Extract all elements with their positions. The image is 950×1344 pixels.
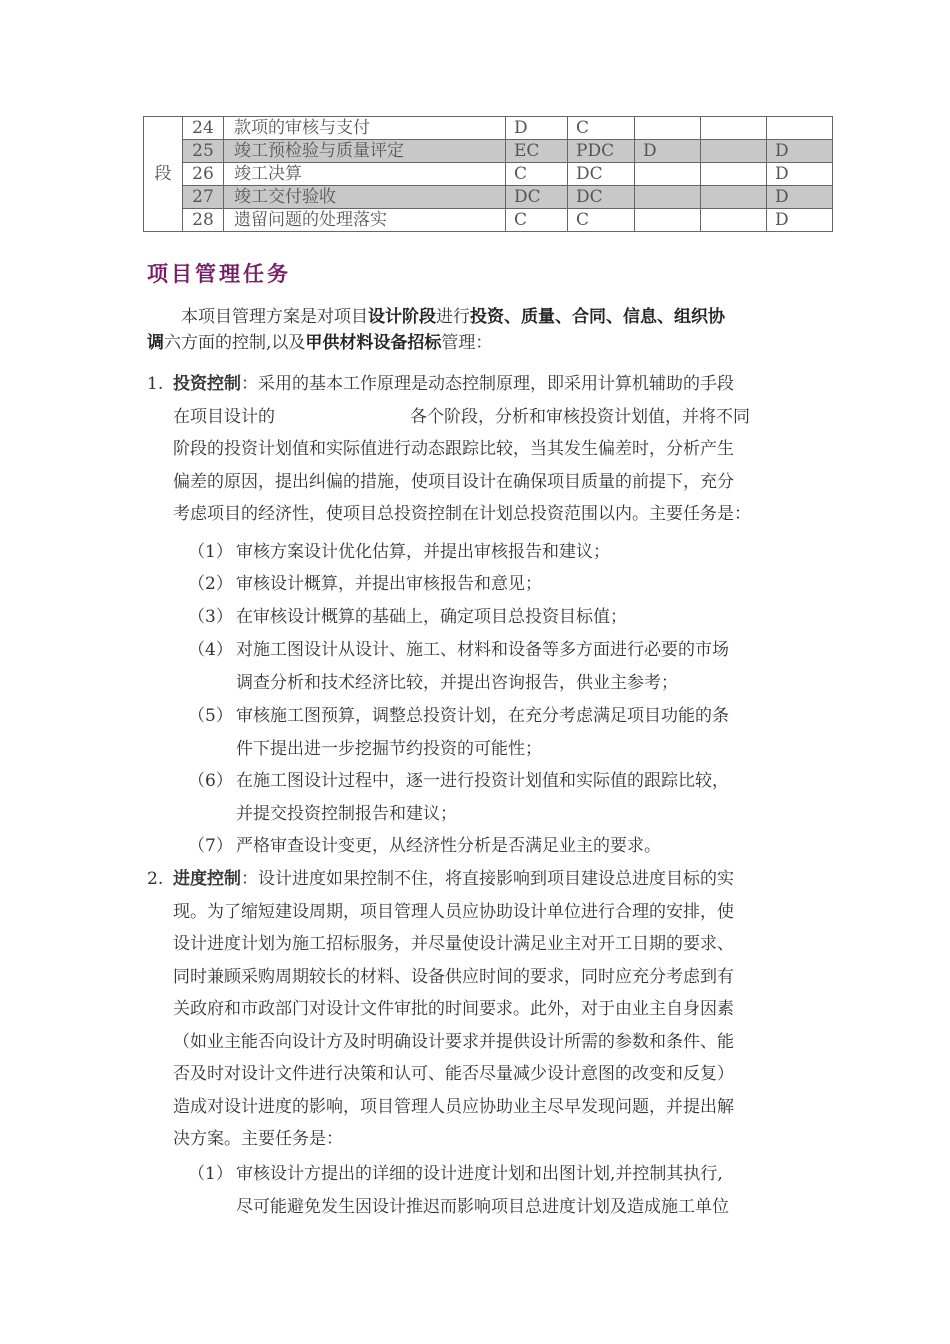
row-cell bbox=[635, 209, 701, 232]
row-number: 26 bbox=[183, 163, 224, 186]
intro-text: 本项目管理方案是对项目 bbox=[181, 307, 368, 327]
row-cell: C bbox=[506, 209, 568, 232]
intro-bold: 设计阶段 bbox=[368, 307, 436, 327]
section-line bbox=[173, 401, 817, 434]
intro-bold: 投资、质量、合同、信息、组织协 bbox=[470, 307, 725, 327]
row-cell: DC bbox=[568, 163, 635, 186]
item-index: （6） bbox=[188, 771, 233, 791]
section-title: 投资控制 bbox=[173, 374, 241, 394]
intro-text: 管理： bbox=[441, 333, 493, 353]
intro-bold: 甲供材料设备招标 bbox=[305, 333, 442, 353]
row-cell: EC bbox=[506, 140, 568, 163]
row-number: 24 bbox=[183, 117, 224, 140]
section-text: ：采用的基本工作原理是动态控制原理，即采用计算机辅助的手段 bbox=[241, 374, 734, 394]
item-text: 尽可能避免发生因设计推迟而影响项目总进度计划及造成施工单位 bbox=[236, 1196, 729, 1217]
list-item bbox=[188, 1158, 813, 1223]
item-index: （5） bbox=[188, 706, 233, 726]
list-item bbox=[188, 601, 813, 634]
row-number: 27 bbox=[183, 186, 224, 209]
section-line: 现。为了缩短建设周期，项目管理人员应协助设计单位进行合理的安排，使 bbox=[173, 901, 734, 922]
row-cell: C bbox=[568, 117, 635, 140]
item-text: 审核方案设计优化估算，并提出审核报告和建议； bbox=[236, 542, 610, 562]
section-line: 造成对设计进度的影响，项目管理人员应协助业主尽早发现问题，并提出解 bbox=[173, 1096, 734, 1117]
intro-line bbox=[147, 304, 812, 330]
section-number: 2. bbox=[147, 869, 164, 889]
row-cell bbox=[635, 186, 701, 209]
row-cell bbox=[701, 209, 767, 232]
row-cell: PDC bbox=[568, 140, 635, 163]
item-text: 审核设计概算，并提出审核报告和意见； bbox=[236, 574, 542, 594]
row-task: 遗留问题的处理落实 bbox=[224, 209, 506, 232]
row-cell: DC bbox=[568, 186, 635, 209]
intro-text: 进行 bbox=[436, 307, 470, 327]
section-line bbox=[173, 368, 817, 401]
section-line: 同时兼顾采购周期较长的材料、设备供应时间的要求，同时应充分考虑到有 bbox=[173, 966, 734, 987]
section-number: 1. bbox=[147, 374, 164, 394]
list-item bbox=[188, 634, 813, 699]
table-row bbox=[144, 140, 833, 163]
table-row bbox=[144, 209, 833, 232]
section-line: 决方案。主要任务是： bbox=[173, 1129, 343, 1149]
row-cell bbox=[701, 163, 767, 186]
item-text: 对施工图设计从设计、施工、材料和设备等多方面进行必要的市场 bbox=[236, 640, 729, 660]
row-cell bbox=[701, 186, 767, 209]
row-cell: C bbox=[568, 209, 635, 232]
row-cell: D bbox=[767, 140, 833, 163]
row-task: 竣工预检验与质量评定 bbox=[224, 140, 506, 163]
list-item bbox=[188, 536, 813, 569]
row-cell: D bbox=[767, 163, 833, 186]
row-cell bbox=[701, 140, 767, 163]
responsibility-table bbox=[143, 116, 833, 232]
row-number: 25 bbox=[183, 140, 224, 163]
item-text: 审核设计方提出的详细的设计进度计划和出图计划,并控制其执行, bbox=[236, 1164, 723, 1184]
section-schedule-control bbox=[147, 863, 817, 1156]
item-text: 审核施工图预算，调整总投资计划，在充分考虑满足项目功能的条 bbox=[236, 706, 729, 726]
list-item bbox=[188, 700, 813, 765]
item-text: 调查分析和技术经济比较，并提出咨询报告，供业主参考； bbox=[236, 672, 678, 693]
row-task: 款项的审核与支付 bbox=[224, 117, 506, 140]
section-heading: 项目管理任务 bbox=[147, 262, 291, 286]
item-text: 严格审查设计变更，从经济性分析是否满足业主的要求。 bbox=[236, 836, 661, 856]
phase-cell: 段 bbox=[144, 117, 183, 232]
item-text: 在施工图设计过程中，逐一进行投资计划值和实际值的跟踪比较， bbox=[236, 771, 729, 791]
row-number: 28 bbox=[183, 209, 224, 232]
row-cell: D bbox=[635, 140, 701, 163]
section-text: 各个阶段，分析和审核投资计划值，并将不同 bbox=[410, 406, 750, 427]
section-title: 进度控制 bbox=[173, 869, 241, 889]
item-index: （1） bbox=[188, 542, 233, 562]
intro-text: 六方面的控制,以及 bbox=[164, 333, 306, 353]
list-item bbox=[188, 830, 813, 863]
list-item bbox=[188, 765, 813, 830]
section-line: 关政府和市政部门对设计文件审批的时间要求。此外，对于由业主自身因素 bbox=[173, 999, 734, 1019]
table-row bbox=[144, 163, 833, 186]
section-line: 设计进度计划为施工招标服务，并尽量使设计满足业主对开工日期的要求、 bbox=[173, 934, 734, 954]
item-text: 件下提出进一步挖掘节约投资的可能性； bbox=[236, 738, 542, 759]
section-body bbox=[173, 368, 817, 531]
section-investment-control bbox=[147, 368, 817, 531]
section-line: 阶段的投资计划值和实际值进行动态跟踪比较，当其发生偏差时，分析产生 bbox=[173, 439, 734, 459]
row-task: 竣工决算 bbox=[224, 163, 506, 186]
item-index: （3） bbox=[188, 607, 233, 627]
row-cell: DC bbox=[506, 186, 568, 209]
list-item bbox=[188, 568, 813, 601]
row-cell bbox=[635, 163, 701, 186]
row-cell bbox=[701, 117, 767, 140]
item-text: 并提交投资控制报告和建议； bbox=[236, 803, 457, 824]
section-text: ：设计进度如果控制不住，将直接影响到项目建设总进度目标的实 bbox=[241, 869, 734, 889]
row-cell: D bbox=[506, 117, 568, 140]
table-row bbox=[144, 186, 833, 209]
item-index: （1） bbox=[188, 1164, 233, 1184]
intro-bold: 调 bbox=[147, 333, 164, 353]
section-line: 偏差的原因，提出纠偏的措施，使项目设计在确保项目质量的前提下，充分 bbox=[173, 471, 734, 492]
section-body bbox=[173, 863, 817, 1156]
row-task: 竣工交付验收 bbox=[224, 186, 506, 209]
row-cell: D bbox=[767, 186, 833, 209]
section-line: 考虑项目的经济性，使项目总投资控制在计划总投资范围以内。主要任务是： bbox=[173, 504, 751, 524]
section-line: 否及时对设计文件进行决策和认可、能否尽量减少设计意图的改变和反复） bbox=[173, 1064, 734, 1084]
item-text: 在审核设计概算的基础上，确定项目总投资目标值； bbox=[236, 607, 627, 627]
table-row bbox=[144, 117, 833, 140]
item-index: （4） bbox=[188, 640, 233, 660]
item-index: （2） bbox=[188, 574, 233, 594]
intro-paragraph bbox=[147, 304, 812, 356]
section-text: 在项目设计的 bbox=[173, 406, 275, 427]
row-cell bbox=[635, 117, 701, 140]
section-line: （如业主能否向设计方及时明确设计要求并提供设计所需的参数和条件、能 bbox=[173, 1031, 734, 1052]
row-cell: C bbox=[506, 163, 568, 186]
row-cell: D bbox=[767, 209, 833, 232]
intro-line bbox=[147, 333, 492, 353]
item-index: （7） bbox=[188, 836, 233, 856]
row-cell bbox=[767, 117, 833, 140]
section-line bbox=[173, 863, 817, 896]
